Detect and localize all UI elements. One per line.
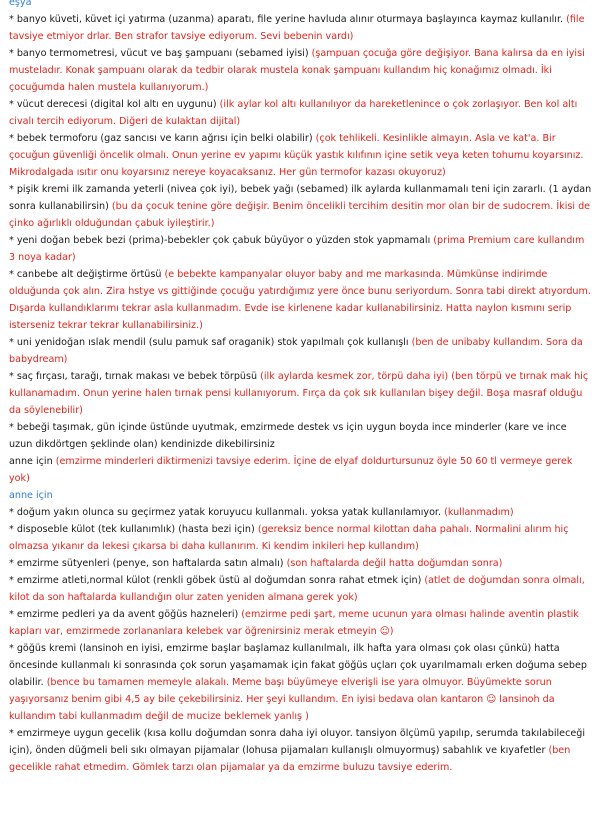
list-item [9,334,592,368]
list-item [9,521,592,555]
item-note: (emzirme minderleri diktirmenizi tavsiye ederim. İçine de elyaf doldurtursunuz öyle 50 60 tl vermeye gerek yok) [9,456,573,484]
list-item [9,453,592,487]
item-note: (ilk aylarda kesmek zor, törpü daha iyi) (ben törpü ve tırnak mak hiç kullanamadım. Onun yerine halen tırnak pensi kullanıyorum. Fırça da çok sık kullanılan bişey değil. Boşa masraf olduğu da söylenebilir) [9,371,589,416]
item-note: (şampuan çocuğa göre değişiyor. Bana kalırsa da en iyisi musteladır. Konak şampuanı olarak da tedbir olarak mustela konak şampuanı kullandım hiç konağımız olmadı. İki çocuğumda halen mustela kullanıyorum.) [9,48,585,93]
item-text: * bebeği taşımak, gün içinde üstünde uyutmak, emzirmede destek vs için uygun boyda ince minderler (kare ve ince uzun dikdörtgen şeklinde olan) kendinizde dikebilirsiniz [9,422,567,450]
item-text: * disposeble külot (tek kullanımlık) (hasta bezi için) [9,524,255,535]
item-text: * yeni doğan bebek bezi (prima)-bebekler çok çabuk büyüyor o yüzden stok yapmamalı [9,235,431,246]
item-note: (prima Premium care kullandım 3 noya kadar) [9,235,585,263]
item-note: (kullanmadım) [444,507,514,518]
list-item [9,130,592,181]
item-text: * emzirme sütyenleri (penye, son haftalarda satın almalı) [9,558,284,569]
item-text: * canbebe alt değiştirme örtüsü [9,269,162,280]
item-text: * banyo termometresi, vücut ve baş şampuanı (sebamed iyisi) [9,48,309,59]
list-item [9,96,592,130]
list-item [9,572,592,606]
item-note: (gereksiz bence normal kilottan daha pahalı. Normalini alırım hiç olmazsa yıkanır da lekesi çıkarsa bi daha kullanırım. Ki kendim inkileri hep kullandım) [9,524,569,552]
list-item [9,606,592,640]
list-item [9,11,592,45]
item-text: * emzirmeye uygun gecelik (kısa kollu doğumdan sonra daha iyi oluyor. tansiyon ölçümü yapılıp, serumda takılabileceği için), önden düğmeli beli sıkı olmayan pijamalar (lohusa pijamaları kullanışlı olmuyormuş) sabahlık ve kıyafetler [9,728,586,756]
list-item [9,181,592,232]
item-note: (file tavsiye etmiyor drlar. Ben strafor tavsiye ediyorum. Sevi bebenin vardı) [9,14,585,42]
item-text: * vücut derecesi (digital kol altı en uygunu) [9,99,217,110]
item-note: (ben de unibaby kullandım. Sora da babydream) [9,337,583,365]
item-note: (e bebekte kampanyalar oluyor baby and me markasında. Mümkünse indirimde olduğunda çok alın. Zira hstye vs gittiğinde çocuğu yatırdığımız yere önce bunu seriyordum. Sonra tabi direkt atıyordum. Dışarda kullandıklarımı tekrar asla kullanmadım. Evde ise kirlenene kadar kullanabilirsiniz. Hatta naylon kısmını serip isterseniz tekrar tekrar kullanabilirsiniz.) [9,269,591,331]
item-text: * emzirme atleti,normal külot (renkli göbek üstü al doğumdan sonra rahat etmek için) [9,575,422,586]
item-note: (bu da çocuk tenine göre değişir. Benim öncelikli tercihim desitin mor olan bir de sudocrem. İkisi de çinko ağırlıklı olduğundan çabuk iyileştirir.) [9,201,591,229]
section-heading-anne-icin: anne için [9,490,53,501]
esya-list [9,11,592,487]
list-item [9,232,592,266]
item-note: (ben gecelikle rahat etmedim. Gömlek tarzı olan pijamalar ya da emzirme buluzu tavsiye ederim. [9,745,571,773]
item-text: * emzirme pedleri ya da avent göğüs hazneleri) [9,609,239,620]
item-text: * saç fırçası, tarağı, tırnak makası ve bebek törpüsü [9,371,258,382]
anne-icin-list [9,504,592,776]
item-text: * doğum yakın olunca su geçirmez yatak koruyucu kullanmalı. yoksa yatak kullanılamıyor. [9,507,442,518]
item-note: (emzirme pedi şart, meme ucunun yara olması halinde aventin plastik kapları var, emzirmede zorlananlara kelebek var öğrenirsiniz merak etmeyin ☺) [9,609,579,637]
item-note: (çok tehlikeli. Kesinlikle almayın. Asla ve kat'a. Bir çocuğun güvenliği öncelik olmalı. Onun yerine ev yapımı küçük yastık kılıfının içine setik veya keten tohumu koyarsınız. Mikrodalgada ısıtır onu koyarsınız nereye koyacaksanız. Her gün termofor kazası okuyoruz) [9,133,584,178]
list-item [9,504,592,521]
list-item [9,368,592,419]
list-item [9,45,592,96]
list-item [9,266,592,334]
item-text: * bebek termoforu (gaz sancısı ve karın ağrısı için belki olabilir) [9,133,313,144]
item-note: (atlet de doğumdan sonra olmalı, kilot da son haftalarda kullandığın olur zaten yeniden almana gerek yok) [9,575,585,603]
list-item [9,555,592,572]
list-item [9,640,592,725]
item-note: (bence bu tamamen memeyle alakalı. Meme başı büyümeye elverişli ise yara olmuyor. Büyümekte sorun yaşıyorsanız benim gibi 4,5 ay bile çekebilirsiniz. Her şeyi kullandım. En iyisi bedava olan kantaron ☺ lansinoh da kullandım tabi kullanmadım değil de mucize beklemek yanlış ) [9,677,555,722]
item-text: * uni yenidoğan ıslak mendil (sulu pamuk saf oraganik) stok yapılmalı çok kullanışlı [9,337,409,348]
item-text: * banyo küveti, küvet içi yatırma (uzanma) aparatı, file yerine havluda alınır oturmaya başlayınca kaymaz kullanılır. [9,14,564,25]
item-text: * pişik kremi ilk zamanda yeterli (nivea çok iyi), bebek yağı (sebamed) ilk aylarda kullanmamalı teni için zararlı. (1 aydan sonra kullanabilirsin) [9,184,592,212]
item-text: anne için [9,456,53,467]
list-item [9,419,592,453]
item-text: * göğüs kremi (lansinoh en iyisi, emzirme başlar başlamaz kullanılmalı, ilk hafta yara olması çok olası çünkü) hatta öncesinde kullanmalı ki sonrasında çok sorun yaşamamak için fakat göğüs uçları çok uyarılmamalı erken doğuma sebep olabilir. [9,643,587,688]
list-item [9,725,592,776]
item-note: (son haftalarda değil hatta doğumdan sonra) [286,558,503,569]
section-heading-esya: eşya [9,0,32,8]
item-note: (ilk aylar kol altı kullanılıyor da hareketlenince o çok zorlaşıyor. Ben kol altı civalı tercih ediyorum. Diğeri de kulaktan dijital) [9,99,578,127]
